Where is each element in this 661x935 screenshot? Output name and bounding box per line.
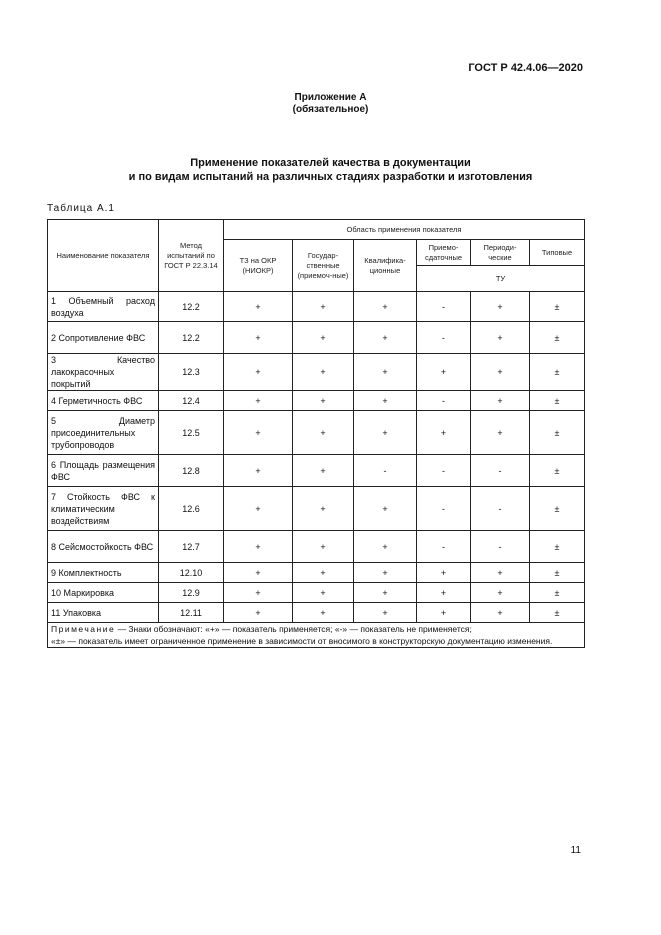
row-method: 12.3 xyxy=(159,354,224,391)
cell-state: + xyxy=(293,563,354,583)
header-type: Типовые xyxy=(530,240,585,266)
cell-type: ± xyxy=(530,455,585,487)
row-name: 7 Стойкость ФВС к климатическим воздействиям xyxy=(48,487,159,531)
page-number: 11 xyxy=(570,845,581,856)
table-row xyxy=(48,391,585,411)
cell-qualification: + xyxy=(354,531,417,563)
cell-state: + xyxy=(293,354,354,391)
cell-qualification: + xyxy=(354,391,417,411)
cell-acceptance: - xyxy=(417,322,471,354)
cell-type: ± xyxy=(530,391,585,411)
row-name: 5 Диаметр присоединительных трубопроводов xyxy=(48,411,159,455)
table-row xyxy=(48,603,585,623)
cell-qualification: + xyxy=(354,292,417,322)
cell-tz: + xyxy=(224,455,293,487)
table-row xyxy=(48,563,585,583)
cell-qualification: + xyxy=(354,603,417,623)
cell-tz: + xyxy=(224,411,293,455)
note-label: Примечание xyxy=(51,624,116,634)
cell-state: + xyxy=(293,292,354,322)
cell-acceptance: + xyxy=(417,411,471,455)
row-name: 1 Объемный расход воздуха xyxy=(48,292,159,322)
row-name: 9 Комплектность xyxy=(48,563,159,583)
cell-qualification: - xyxy=(354,455,417,487)
cell-qualification: + xyxy=(354,354,417,391)
cell-periodic: + xyxy=(471,354,530,391)
row-name: 10 Маркировка xyxy=(48,583,159,603)
cell-state: + xyxy=(293,583,354,603)
note-line-2: «±» — показатель имеет ограниченное применение в зависимости от вносимого в конструкторскую документацию изменения. xyxy=(51,636,553,646)
cell-periodic: + xyxy=(471,292,530,322)
header-periodic: Периоди-ческие xyxy=(471,240,530,266)
appendix-title: Приложение А xyxy=(294,92,367,103)
cell-acceptance: - xyxy=(417,531,471,563)
row-method: 12.7 xyxy=(159,531,224,563)
title-line-2: и по видам испытаний на различных стадиях разработки и изготовления xyxy=(128,171,533,183)
cell-acceptance: + xyxy=(417,354,471,391)
header-qualification: Квалифика-ционные xyxy=(354,240,417,292)
row-method: 12.11 xyxy=(159,603,224,623)
cell-state: + xyxy=(293,487,354,531)
row-method: 12.10 xyxy=(159,563,224,583)
cell-tz: + xyxy=(224,583,293,603)
appendix-heading xyxy=(0,92,661,116)
row-method: 12.4 xyxy=(159,391,224,411)
document-code: ГОСТ Р 42.4.06—2020 xyxy=(468,62,583,74)
cell-state: + xyxy=(293,455,354,487)
cell-acceptance: + xyxy=(417,583,471,603)
cell-tz: + xyxy=(224,603,293,623)
cell-type: ± xyxy=(530,322,585,354)
row-name: 11 Упаковка xyxy=(48,603,159,623)
row-method: 12.2 xyxy=(159,322,224,354)
cell-periodic: - xyxy=(471,487,530,531)
cell-periodic: + xyxy=(471,563,530,583)
table-row xyxy=(48,487,585,531)
header-state: Государ-ственные (приемоч-ные) xyxy=(293,240,354,292)
cell-periodic: + xyxy=(471,322,530,354)
row-method: 12.8 xyxy=(159,455,224,487)
table-label: Таблица А.1 xyxy=(47,203,115,214)
title-line-1: Применение показателей качества в документации xyxy=(190,157,471,169)
row-method: 12.9 xyxy=(159,583,224,603)
header-name: Наименование показателя xyxy=(48,220,159,292)
table-row xyxy=(48,354,585,391)
cell-state: + xyxy=(293,531,354,563)
header-method: Метод испытаний по ГОСТ Р 22.3.14 xyxy=(159,220,224,292)
cell-acceptance: + xyxy=(417,563,471,583)
row-method: 12.6 xyxy=(159,487,224,531)
cell-tz: + xyxy=(224,354,293,391)
cell-type: ± xyxy=(530,603,585,623)
cell-tz: + xyxy=(224,391,293,411)
table-row xyxy=(48,411,585,455)
cell-qualification: + xyxy=(354,411,417,455)
header-tz: ТЗ на ОКР (НИОКР) xyxy=(224,240,293,292)
row-name: 4 Герметичность ФВС xyxy=(48,391,159,411)
row-name: 8 Сейсмостойкость ФВС xyxy=(48,531,159,563)
cell-periodic: - xyxy=(471,531,530,563)
table-row xyxy=(48,322,585,354)
cell-periodic: + xyxy=(471,411,530,455)
cell-state: + xyxy=(293,411,354,455)
table-note-row xyxy=(48,623,585,648)
row-name: 6 Площадь размещения ФВС xyxy=(48,455,159,487)
cell-acceptance: - xyxy=(417,487,471,531)
table-row xyxy=(48,583,585,603)
cell-type: ± xyxy=(530,354,585,391)
table-note xyxy=(48,623,585,648)
cell-tz: + xyxy=(224,487,293,531)
cell-type: ± xyxy=(530,411,585,455)
cell-tz: + xyxy=(224,563,293,583)
row-method: 12.5 xyxy=(159,411,224,455)
note-line-1: — Знаки обозначают: «+» — показатель применяется; «-» — показатель не применяется; xyxy=(115,624,472,634)
table-row xyxy=(48,531,585,563)
cell-qualification: + xyxy=(354,563,417,583)
row-name: 3 Качество лакокрасочных покрытий xyxy=(48,354,159,391)
cell-periodic: + xyxy=(471,391,530,411)
cell-periodic: + xyxy=(471,603,530,623)
cell-state: + xyxy=(293,322,354,354)
cell-type: ± xyxy=(530,583,585,603)
cell-acceptance: + xyxy=(417,603,471,623)
table-row xyxy=(48,455,585,487)
cell-qualification: + xyxy=(354,487,417,531)
cell-periodic: - xyxy=(471,455,530,487)
cell-type: ± xyxy=(530,531,585,563)
cell-tz: + xyxy=(224,292,293,322)
quality-indicators-table xyxy=(47,219,585,648)
table-row xyxy=(48,292,585,322)
cell-qualification: + xyxy=(354,583,417,603)
header-tu: ТУ xyxy=(417,266,585,292)
cell-type: ± xyxy=(530,487,585,531)
row-name: 2 Сопротивление ФВС xyxy=(48,322,159,354)
header-area: Область применения показателя xyxy=(224,220,585,240)
cell-acceptance: - xyxy=(417,391,471,411)
page-title xyxy=(0,156,661,184)
cell-acceptance: - xyxy=(417,292,471,322)
appendix-subtitle: (обязательное) xyxy=(292,104,369,115)
cell-type: ± xyxy=(530,292,585,322)
cell-state: + xyxy=(293,603,354,623)
cell-tz: + xyxy=(224,531,293,563)
cell-type: ± xyxy=(530,563,585,583)
row-method: 12.2 xyxy=(159,292,224,322)
cell-periodic: + xyxy=(471,583,530,603)
cell-state: + xyxy=(293,391,354,411)
cell-acceptance: - xyxy=(417,455,471,487)
header-acceptance: Приемо-сдаточные xyxy=(417,240,471,266)
cell-tz: + xyxy=(224,322,293,354)
cell-qualification: + xyxy=(354,322,417,354)
